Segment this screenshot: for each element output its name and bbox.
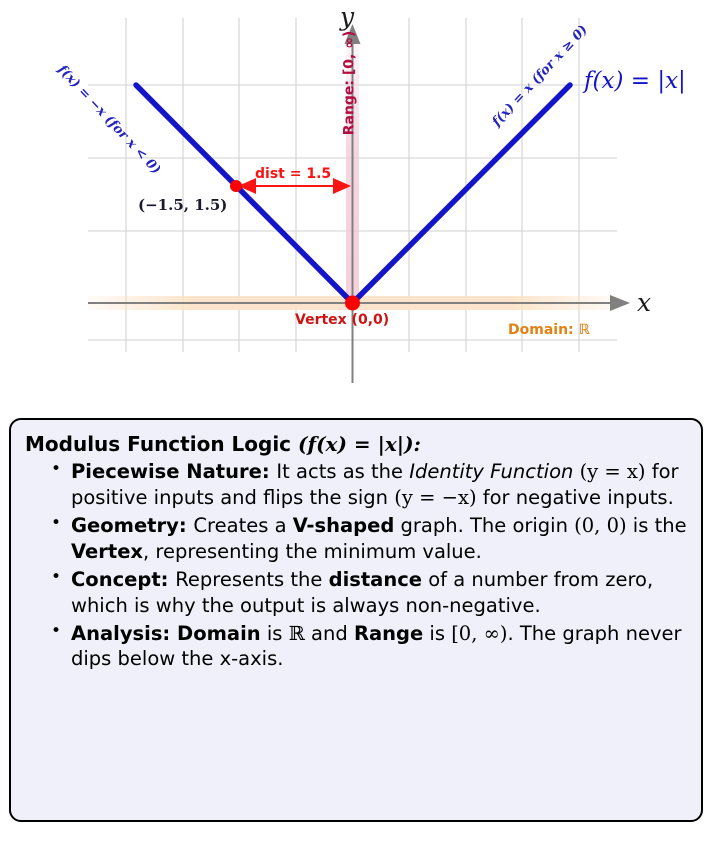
point-marker-negative xyxy=(230,180,242,192)
explanation-text-fragment: (y = −x) xyxy=(394,485,477,509)
explanation-text-fragment: [0, ∞) xyxy=(451,621,508,645)
explanation-bullet xyxy=(51,513,687,565)
explanation-text-fragment: for negative inputs. xyxy=(476,485,674,509)
explanation-bullet xyxy=(51,567,687,619)
explanation-bullet-term: Geometry: xyxy=(71,513,194,537)
explanation-text-fragment: distance xyxy=(328,567,423,591)
right-branch-label: f(x) = x (for x ≥ 0) xyxy=(489,22,591,130)
vertex-label: Vertex (0,0) xyxy=(295,312,390,328)
explanation-text-fragment: is the xyxy=(626,513,687,537)
explanation-heading-prefix: Modulus Function Logic xyxy=(25,432,292,456)
explanation-bullet-term: Piecewise Nature: xyxy=(71,460,277,483)
explanation-bullet-list xyxy=(25,459,687,672)
explanation-bullet-term: Analysis: xyxy=(71,621,178,645)
explanation-text-fragment: Represents the xyxy=(175,567,329,591)
explanation-heading xyxy=(25,432,687,457)
explanation-text-fragment: ℝ xyxy=(288,621,305,645)
explanation-text-fragment: , representing the minimum value. xyxy=(143,539,482,563)
explanation-text-fragment: of a number from zero, which is why the output is always non-negative. xyxy=(71,567,654,617)
explanation-heading-formula: (f(x) = |x|): xyxy=(298,432,421,456)
y-axis-label: y xyxy=(340,2,355,31)
explanation-bullet xyxy=(51,621,687,673)
point-coordinate-label: (−1.5, 1.5) xyxy=(138,196,228,214)
graph-panel xyxy=(0,0,715,400)
explanation-bullet xyxy=(51,459,687,511)
explanation-text-fragment: for positive inputs and flips the sign xyxy=(71,460,679,509)
vertex-marker xyxy=(345,296,360,311)
domain-label: Domain: ℝ xyxy=(508,322,590,338)
main-function-label: f(x) = |x| xyxy=(584,68,686,94)
explanation-text-fragment: Creates a xyxy=(193,513,293,537)
explanation-text-fragment: Vertex xyxy=(71,539,143,563)
explanation-text-fragment: . The graph never dips below the x-axis. xyxy=(71,621,682,671)
explanation-text-fragment: It acts as the xyxy=(276,460,410,483)
explanation-text-fragment: and xyxy=(304,621,354,645)
explanation-text-fragment: (y = x) xyxy=(579,460,646,483)
explanation-text-fragment: is xyxy=(423,621,452,645)
explanation-text-fragment: is xyxy=(260,621,289,645)
distance-label: dist = 1.5 xyxy=(255,166,332,182)
range-label: Range: [0, ∞) xyxy=(341,30,358,136)
explanation-text-fragment: (0, 0) xyxy=(574,513,627,537)
explanation-text-fragment: Range xyxy=(353,621,424,645)
explanation-box xyxy=(9,418,703,822)
x-axis-label: x xyxy=(637,288,652,317)
left-branch-label: f(x) = −x (for x < 0) xyxy=(54,62,164,178)
explanation-text-fragment: Identity Function xyxy=(409,460,574,483)
function-plot xyxy=(0,0,715,400)
explanation-text-fragment: Domain xyxy=(177,621,261,645)
explanation-text-fragment: V-shaped xyxy=(292,513,395,537)
explanation-text-fragment: graph. The origin xyxy=(394,513,575,537)
explanation-bullet-term: Concept: xyxy=(71,567,176,591)
